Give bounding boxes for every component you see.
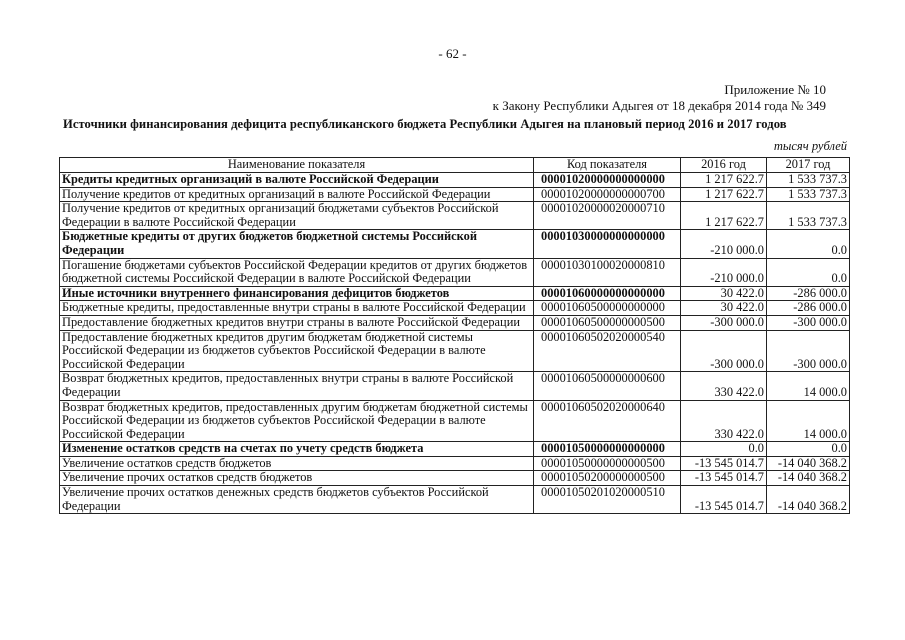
row-value-2017: 14 000.0 xyxy=(767,400,850,442)
row-code: 00001060500000000000 xyxy=(534,301,681,316)
table-row xyxy=(60,286,850,301)
row-value-2016: 0.0 xyxy=(681,442,767,457)
row-value-2016: -300 000.0 xyxy=(681,315,767,330)
row-value-2017: 0.0 xyxy=(767,258,850,286)
row-name: Получение кредитов от кредитных организаций в валюте Российской Федерации xyxy=(60,187,534,202)
row-value-2016: -13 545 014.7 xyxy=(681,471,767,486)
row-value-2017: -300 000.0 xyxy=(767,315,850,330)
row-value-2017: 1 533 737.3 xyxy=(767,173,850,188)
document-title: Источники финансирования дефицита республиканского бюджета Республики Адыгея на плановый период 2016 и 2017 годов xyxy=(63,117,787,131)
table-row xyxy=(60,173,850,188)
row-name: Получение кредитов от кредитных организаций бюджетами субъектов Российской Федерации в валюте Российской Федерации xyxy=(60,202,534,230)
appendix-law-reference: к Закону Республики Адыгея от 18 декабря 2014 года № 349 xyxy=(492,98,826,113)
table-row xyxy=(60,486,850,514)
row-value-2017: 1 533 737.3 xyxy=(767,187,850,202)
table-row xyxy=(60,330,850,372)
row-name: Кредиты кредитных организаций в валюте Российской Федерации xyxy=(60,173,534,188)
page-number: - 62 - xyxy=(438,46,467,61)
row-name: Увеличение остатков средств бюджетов xyxy=(60,456,534,471)
table-row xyxy=(60,315,850,330)
row-value-2016: 30 422.0 xyxy=(681,286,767,301)
row-value-2017: -14 040 368.2 xyxy=(767,471,850,486)
table-row xyxy=(60,471,850,486)
row-code: 00001020000020000710 xyxy=(534,202,681,230)
row-code: 00001060500000000500 xyxy=(534,315,681,330)
row-value-2016: 1 217 622.7 xyxy=(681,173,767,188)
row-code: 00001020000000000700 xyxy=(534,187,681,202)
row-name: Предоставление бюджетных кредитов другим бюджетам бюджетной системы Российской Федерации из бюджетов субъектов Российской Федерации в валюте Российской Федерации xyxy=(60,330,534,372)
header-2016: 2016 год xyxy=(681,158,767,173)
row-code: 00001030000000000000 xyxy=(534,230,681,258)
row-value-2017: -14 040 368.2 xyxy=(767,486,850,514)
row-name: Предоставление бюджетных кредитов внутри страны в валюте Российской Федерации xyxy=(60,315,534,330)
table-row xyxy=(60,442,850,457)
row-name: Возврат бюджетных кредитов, предоставленных другим бюджетам бюджетной системы Российской Федерации из бюджетов субъектов Российской Федерации в валюте Российской Федерации xyxy=(60,400,534,442)
table-row xyxy=(60,187,850,202)
row-name: Изменение остатков средств на счетах по учету средств бюджета xyxy=(60,442,534,457)
appendix-label: Приложение № 10 xyxy=(724,82,826,97)
row-name: Увеличение прочих остатков средств бюджетов xyxy=(60,471,534,486)
row-name: Бюджетные кредиты, предоставленные внутри страны в валюте Российской Федерации xyxy=(60,301,534,316)
row-value-2016: -210 000.0 xyxy=(681,258,767,286)
row-name: Возврат бюджетных кредитов, предоставленных внутри страны в валюте Российской Федерации xyxy=(60,372,534,400)
financing-sources-table xyxy=(59,157,850,514)
header-name: Наименование показателя xyxy=(60,158,534,173)
row-value-2017: 14 000.0 xyxy=(767,372,850,400)
row-value-2016: -300 000.0 xyxy=(681,330,767,372)
row-code: 00001020000000000000 xyxy=(534,173,681,188)
row-value-2016: 330 422.0 xyxy=(681,400,767,442)
row-value-2017: -14 040 368.2 xyxy=(767,456,850,471)
row-value-2016: -13 545 014.7 xyxy=(681,456,767,471)
row-name: Иные источники внутреннего финансирования дефицитов бюджетов xyxy=(60,286,534,301)
row-value-2016: -210 000.0 xyxy=(681,230,767,258)
table-row xyxy=(60,400,850,442)
table-row xyxy=(60,456,850,471)
table-row xyxy=(60,230,850,258)
row-name: Увеличение прочих остатков денежных средств бюджетов субъектов Российской Федерации xyxy=(60,486,534,514)
row-value-2016: 330 422.0 xyxy=(681,372,767,400)
row-code: 00001050200000000500 xyxy=(534,471,681,486)
table-header-row xyxy=(60,158,850,173)
row-value-2017: 1 533 737.3 xyxy=(767,202,850,230)
row-name: Бюджетные кредиты от других бюджетов бюджетной системы Российской Федерации xyxy=(60,230,534,258)
row-value-2017: 0.0 xyxy=(767,442,850,457)
row-code: 00001050000000000500 xyxy=(534,456,681,471)
header-2017: 2017 год xyxy=(767,158,850,173)
header-code: Код показателя xyxy=(534,158,681,173)
row-value-2016: 30 422.0 xyxy=(681,301,767,316)
row-code: 00001060502020000540 xyxy=(534,330,681,372)
row-code: 00001050000000000000 xyxy=(534,442,681,457)
table-row xyxy=(60,372,850,400)
table-row xyxy=(60,301,850,316)
table-row xyxy=(60,202,850,230)
row-value-2016: 1 217 622.7 xyxy=(681,202,767,230)
row-value-2016: 1 217 622.7 xyxy=(681,187,767,202)
row-code: 00001050201020000510 xyxy=(534,486,681,514)
row-value-2017: 0.0 xyxy=(767,230,850,258)
row-code: 00001060500000000600 xyxy=(534,372,681,400)
row-value-2017: -286 000.0 xyxy=(767,286,850,301)
row-code: 00001060502020000640 xyxy=(534,400,681,442)
units-label: тысяч рублей xyxy=(773,139,847,153)
row-code: 00001030100020000810 xyxy=(534,258,681,286)
row-value-2017: -286 000.0 xyxy=(767,301,850,316)
row-name: Погашение бюджетами субъектов Российской Федерации кредитов от других бюджетов бюджетной системы Российской Федерации в валюте Российской Федерации xyxy=(60,258,534,286)
table-row xyxy=(60,258,850,286)
row-value-2016: -13 545 014.7 xyxy=(681,486,767,514)
row-value-2017: -300 000.0 xyxy=(767,330,850,372)
row-code: 00001060000000000000 xyxy=(534,286,681,301)
